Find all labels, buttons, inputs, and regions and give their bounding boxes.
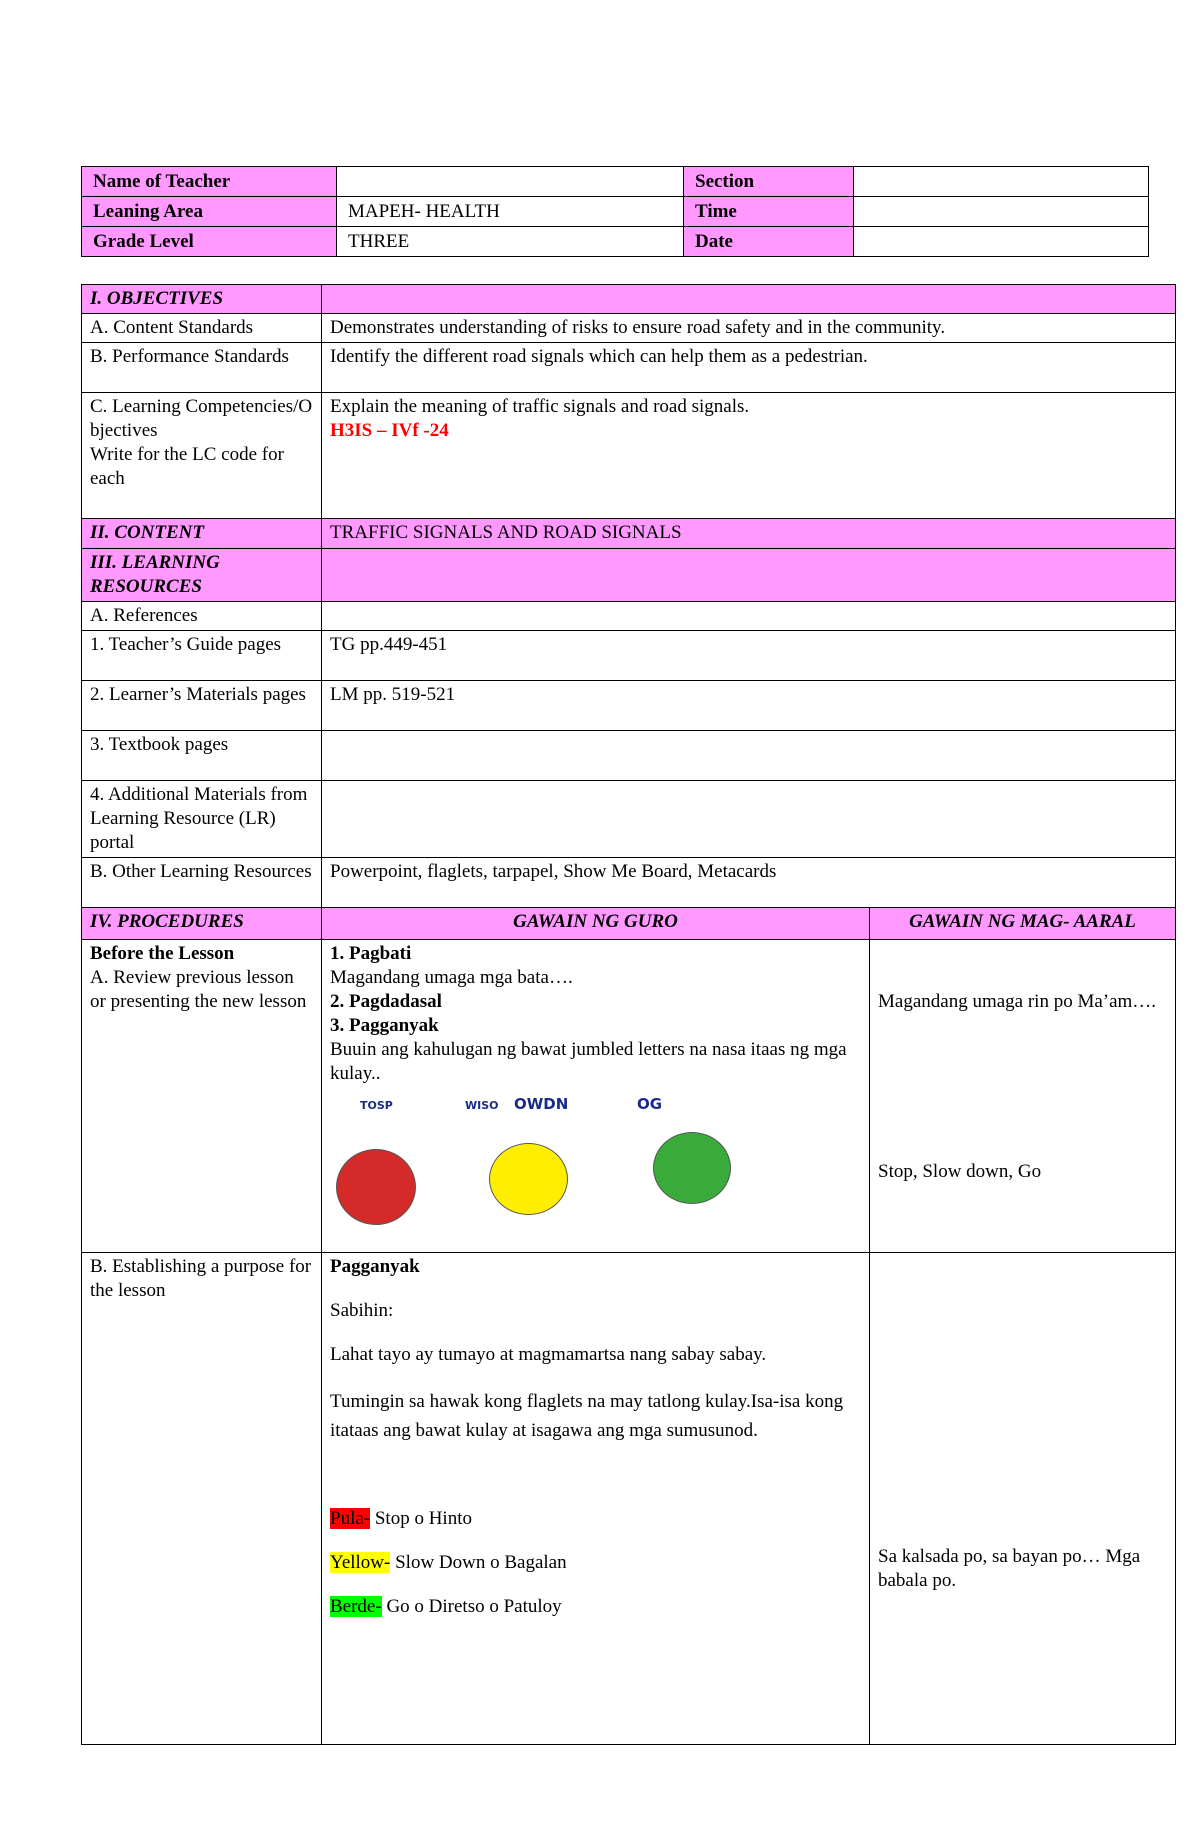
content-heading: II. CONTENT bbox=[82, 519, 322, 549]
time-label: Time bbox=[684, 197, 854, 227]
pula-line bbox=[330, 1507, 861, 1531]
additional-materials-label: 4. Additional Materials from Learning Resource (LR) portal bbox=[82, 781, 322, 858]
berde-line bbox=[330, 1595, 861, 1619]
resources-heading-fill bbox=[322, 549, 1176, 602]
yellow-line bbox=[330, 1551, 861, 1575]
pagganyak-heading: 3. Pagganyak bbox=[330, 1015, 439, 1036]
objectives-heading: I. OBJECTIVES bbox=[82, 285, 322, 314]
resources-heading: III. LEARNING RESOURCES bbox=[82, 549, 322, 602]
procedures-heading: IV. PROCEDURES bbox=[82, 908, 322, 940]
student-reply-greeting: Magandang umaga rin po Ma’am…. bbox=[878, 991, 1157, 1012]
tg-value: TG pp.449-451 bbox=[322, 631, 1176, 681]
student-reply-purpose: Sa kalsada po, sa bayan po… Mga babala po. bbox=[878, 1546, 1141, 1591]
pagbati-heading: 1. Pagbati bbox=[330, 943, 412, 964]
content-value: TRAFFIC SIGNALS AND ROAD SIGNALS bbox=[322, 519, 1176, 549]
review-student-cell bbox=[870, 940, 1176, 1253]
performance-standards-value: Identify the different road signals which can help them as a pedestrian. bbox=[322, 343, 1176, 393]
performance-standards-label: B. Performance Standards bbox=[82, 343, 322, 393]
grade-label: Grade Level bbox=[82, 227, 337, 257]
textbook-label: 3. Textbook pages bbox=[82, 731, 322, 781]
textbook-value bbox=[322, 731, 1176, 781]
student-spacer-3 bbox=[878, 1255, 1167, 1545]
spacer bbox=[330, 1279, 861, 1299]
student-reply-answer: Stop, Slow down, Go bbox=[878, 1161, 1042, 1182]
purpose-student-cell bbox=[870, 1253, 1176, 1745]
purpose-title: Pagganyak bbox=[330, 1256, 420, 1277]
march-instruction: Lahat tayo ay tumayo at magmamartsa nang sabay sabay. bbox=[330, 1344, 767, 1365]
jumble-word-stop: TOSP bbox=[360, 1099, 393, 1112]
jumble-word-down: OWDN bbox=[514, 1095, 569, 1113]
review-cell bbox=[82, 940, 322, 1253]
date-label: Date bbox=[684, 227, 854, 257]
lesson-plan-table bbox=[81, 284, 1176, 1745]
student-spacer-2 bbox=[878, 1014, 1167, 1160]
lc-code-note: Write for the LC code for each bbox=[90, 444, 284, 489]
yellow-meaning: Slow Down o Bagalan bbox=[390, 1552, 567, 1573]
yellow-label: Yellow- bbox=[330, 1552, 391, 1573]
student-spacer bbox=[878, 942, 1167, 990]
grade-value: THREE bbox=[337, 227, 684, 257]
tg-label: 1. Teacher’s Guide pages bbox=[82, 631, 322, 681]
jumble-word-slow: WISO bbox=[465, 1099, 499, 1112]
competencies-label bbox=[82, 393, 322, 519]
additional-materials-value bbox=[322, 781, 1176, 858]
greeting-text: Magandang umaga mga bata…. bbox=[330, 967, 573, 988]
competency-text: Explain the meaning of traffic signals and road signals. bbox=[330, 396, 750, 417]
teacher-label: Name of Teacher bbox=[82, 167, 337, 197]
section-label: Section bbox=[684, 167, 854, 197]
berde-label: Berde- bbox=[330, 1596, 382, 1617]
other-resources-label: B. Other Learning Resources bbox=[82, 858, 322, 908]
sabihin-text: Sabihin: bbox=[330, 1300, 394, 1321]
spacer bbox=[330, 1367, 861, 1387]
purpose-label: B. Establishing a purpose for the lesson bbox=[82, 1253, 322, 1745]
teacher-info-table bbox=[81, 166, 1149, 257]
content-standards-value: Demonstrates understanding of risks to ensure road safety and in the community. bbox=[322, 314, 1176, 343]
red-signal-circle bbox=[336, 1149, 416, 1225]
yellow-signal-circle bbox=[489, 1143, 568, 1215]
references-value bbox=[322, 602, 1176, 631]
review-teacher-cell bbox=[322, 940, 870, 1253]
student-column-heading: GAWAIN NG MAG- AARAL bbox=[870, 908, 1176, 940]
purpose-teacher-cell bbox=[322, 1253, 870, 1745]
lm-value: LM pp. 519-521 bbox=[322, 681, 1176, 731]
spacer bbox=[330, 1323, 861, 1343]
other-resources-value: Powerpoint, flaglets, tarpapel, Show Me Board, Metacards bbox=[322, 858, 1176, 908]
pagdadasal-heading: 2. Pagdadasal bbox=[330, 991, 442, 1012]
area-value: MAPEH- HEALTH bbox=[337, 197, 684, 227]
lc-code: H3IS – IVf -24 bbox=[330, 420, 449, 441]
pula-meaning: Stop o Hinto bbox=[370, 1508, 472, 1529]
spacer bbox=[330, 1575, 861, 1595]
teacher-value bbox=[337, 167, 684, 197]
content-standards-label: A. Content Standards bbox=[82, 314, 322, 343]
jumble-instruction: Buuin ang kahulugan ng bawat jumbled letters na nasa itaas ng mga kulay.. bbox=[330, 1039, 847, 1084]
objectives-heading-fill bbox=[322, 285, 1176, 314]
competencies-value bbox=[322, 393, 1176, 519]
before-lesson-label: Before the Lesson bbox=[90, 943, 235, 964]
competencies-label-text: C. Learning Competencies/Objectives bbox=[90, 396, 313, 441]
time-value bbox=[854, 197, 1149, 227]
date-value bbox=[854, 227, 1149, 257]
green-signal-circle bbox=[653, 1132, 731, 1204]
berde-meaning: Go o Diretso o Patuloy bbox=[381, 1596, 562, 1617]
section-value bbox=[854, 167, 1149, 197]
spacer bbox=[330, 1445, 861, 1507]
references-label: A. References bbox=[82, 602, 322, 631]
jumble-word-go: OG bbox=[637, 1095, 663, 1113]
spacer bbox=[330, 1531, 861, 1551]
lm-label: 2. Learner’s Materials pages bbox=[82, 681, 322, 731]
teacher-column-heading: GAWAIN NG GURO bbox=[322, 908, 870, 940]
area-label: Leaning Area bbox=[82, 197, 337, 227]
pula-label: Pula- bbox=[330, 1508, 371, 1529]
review-label: A. Review previous lesson or presenting the new lesson bbox=[90, 967, 307, 1012]
flaglet-instruction: Tumingin sa hawak kong flaglets na may tatlong kulay.Isa-isa kong itataas ang bawat kulay at isagawa ang mga sumusunod. bbox=[330, 1391, 844, 1441]
traffic-signal-figure bbox=[330, 1094, 861, 1234]
